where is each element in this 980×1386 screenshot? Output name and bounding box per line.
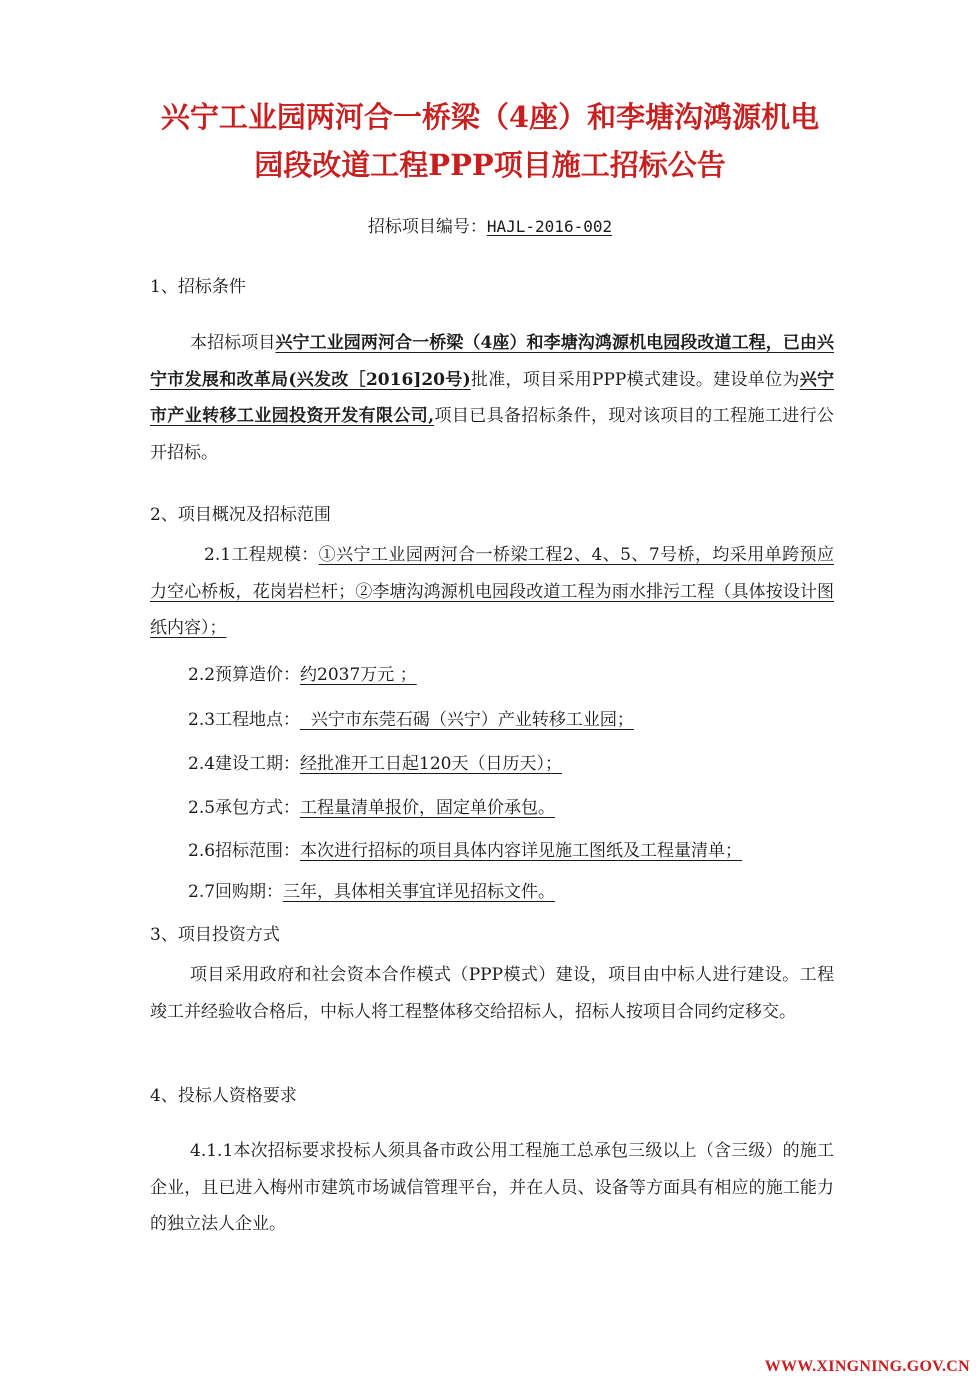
section2-item-2-6	[188, 836, 742, 861]
section4-heading: 4、投标人资格要求	[150, 1086, 297, 1106]
section2-item-2-7	[188, 877, 555, 902]
section2-item-2-4	[188, 749, 562, 774]
item-label: 2.3工程地点：	[188, 710, 301, 730]
item-label: 2.5承包方式：	[188, 798, 301, 818]
section1-text-a: 本招标项目	[190, 333, 276, 353]
project-code-value: HAJL-2016-002	[486, 217, 613, 236]
item-label: 2.6招标范围：	[188, 841, 301, 861]
section2-item-2-5	[188, 793, 555, 818]
item-value: 约2037万元 ；	[300, 665, 417, 685]
item-value: 兴宁市东莞石碣（兴宁）产业转移工业园；	[300, 710, 634, 730]
footer-site-url: WWW.XINGNING.GOV.CN	[764, 1358, 970, 1375]
section2-item-2-3	[188, 705, 634, 730]
section2-item-2-1	[150, 537, 834, 647]
item-value: 本次进行招标的项目具体内容详见施工图纸及工程量清单；	[300, 841, 743, 861]
item-2-1-value: ①兴宁工业园两河合一桥梁工程2、4、5、7号桥，均采用单跨预应力空心桥板，花岗岩栏杆；②李塘沟鸿源机电园段改道工程为雨水排污工程（具体按设计图纸内容）；	[150, 545, 834, 638]
item-value: 三年，具体相关事宜详见招标文件。	[283, 882, 556, 902]
item-label: 2.2预算造价：	[188, 665, 301, 685]
section1-heading: 1、招标条件	[150, 277, 246, 297]
section3-paragraph: 项目采用政府和社会资本合作模式（PPP模式）建设，项目由中标人进行建设。工程竣工并经验收合格后，中标人将工程整体移交给招标人，招标人按项目合同约定移交。	[150, 965, 834, 1022]
section4-paragraph: 4.1.1本次招标要求投标人须具备市政公用工程施工总承包三级以上（含三级）的施工企业，且已进入梅州市建筑市场诚信管理平台，并在人员、设备等方面具有相应的施工能力的独立法人企业。	[150, 1141, 834, 1234]
document-title-line2: 园段改道工程PPP项目施工招标公告	[254, 148, 726, 182]
section2-item-2-2	[188, 660, 417, 685]
project-code	[0, 212, 980, 237]
section1-project-name: 兴宁工业园两河合一桥梁（4座）和李塘沟鸿源机电园段改道工程，已由兴宁市发展和改革局(兴发改［2016]20号)	[150, 333, 835, 390]
section1-text-e: 项目已具备招标条件，现对该项目的工程施工进行公开招标。	[150, 406, 835, 463]
section1-text-c: 批准，项目采用PPP模式建设。建设单位为	[470, 369, 800, 390]
section2-heading: 2、项目概况及招标范围	[150, 505, 331, 525]
document-title-line1: 兴宁工业园两河合一桥梁（4座）和李塘沟鸿源机电	[160, 100, 820, 134]
item-label: 2.4建设工期：	[188, 754, 301, 774]
item-label: 2.7回购期：	[188, 882, 284, 902]
item-value: 经批准开工日起120天（日历天）；	[300, 754, 562, 774]
section1-paragraph	[150, 325, 834, 471]
section1-builder: 兴宁市产业转移工业园投资开发有限公司,	[150, 369, 835, 426]
section3-heading: 3、项目投资方式	[150, 925, 280, 945]
item-2-1-label: 2.1工程规模：	[204, 545, 319, 565]
item-value: 工程量清单报价，固定单价承包。	[300, 798, 556, 818]
project-code-label: 招标项目编号：	[367, 217, 487, 237]
